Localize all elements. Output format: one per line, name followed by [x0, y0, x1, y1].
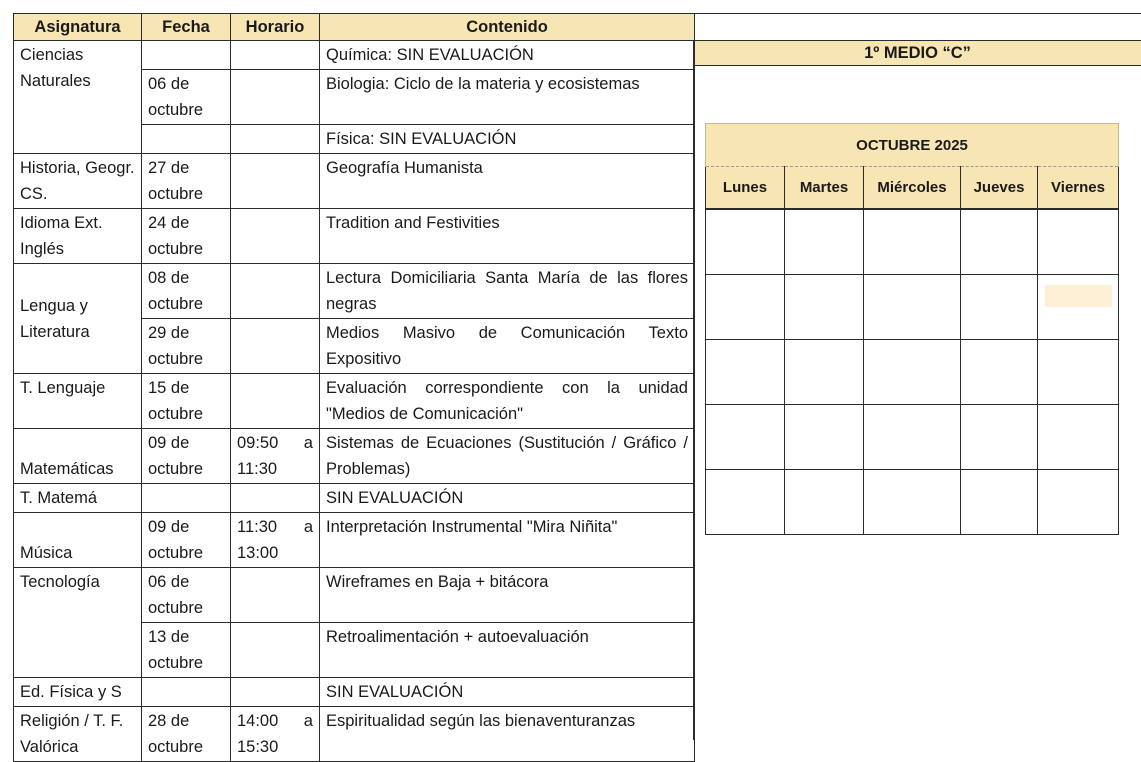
date-cell	[142, 484, 231, 513]
subject-cell: Matemáticas	[14, 429, 142, 484]
date-cell: 28 de octubre	[142, 707, 231, 762]
calendar-day-cell[interactable]	[785, 470, 864, 535]
date-cell: 24 de octubre	[142, 209, 231, 264]
date-cell	[142, 678, 231, 707]
date-cell: 06 de octubre	[142, 568, 231, 623]
time-cell	[231, 70, 320, 125]
time-cell	[231, 125, 320, 154]
table-row	[14, 41, 695, 70]
calendar-day-cell[interactable]	[961, 340, 1038, 405]
time-cell: 09:50 a 11:30	[231, 429, 320, 484]
date-cell	[142, 125, 231, 154]
calendar-week-row	[706, 209, 1119, 275]
time-cell	[231, 678, 320, 707]
header-horario: Horario	[231, 14, 320, 41]
time-cell	[231, 319, 320, 374]
subject-cell: T. Lenguaje	[14, 374, 142, 429]
content-cell: Interpretación Instrumental "Mira Niñita"	[320, 513, 695, 568]
subject-cell: T. Matemá	[14, 484, 142, 513]
date-cell: 15 de octubre	[142, 374, 231, 429]
calendar-week-row	[706, 470, 1119, 535]
calendar-day-cell[interactable]	[785, 340, 864, 405]
calendar-day-cell[interactable]	[706, 275, 785, 340]
calendar-day-cell[interactable]	[785, 275, 864, 340]
content-cell: Medios Masivo de Comunicación Texto Expositivo	[320, 319, 695, 374]
subject-cell: Ciencias Naturales	[14, 41, 142, 154]
weekday-tuesday: Martes	[785, 167, 864, 210]
calendar-day-cell[interactable]	[1038, 405, 1119, 470]
subject-cell: Tecnología	[14, 568, 142, 678]
table-header-row	[14, 14, 695, 41]
time-cell	[231, 41, 320, 70]
subject-cell: Lengua y Literatura	[14, 264, 142, 374]
content-cell: SIN EVALUACIÓN	[320, 484, 695, 513]
calendar-weekday-row	[706, 167, 1119, 210]
table-row	[14, 707, 695, 762]
time-cell	[231, 209, 320, 264]
header-asignatura: Asignatura	[14, 14, 142, 41]
table-row	[14, 568, 695, 623]
header-contenido: Contenido	[320, 14, 695, 41]
table-row	[14, 484, 695, 513]
course-title: 1º MEDIO “C”	[694, 40, 1141, 66]
date-cell: 29 de octubre	[142, 319, 231, 374]
table-row	[14, 154, 695, 209]
date-cell: 13 de octubre	[142, 623, 231, 678]
calendar-day-cell[interactable]	[864, 340, 961, 405]
date-cell: 08 de octubre	[142, 264, 231, 319]
calendar-day-cell[interactable]	[1038, 209, 1119, 275]
calendar-day-cell[interactable]	[785, 405, 864, 470]
header-strip	[694, 13, 1141, 40]
calendar-day-cell[interactable]	[706, 340, 785, 405]
time-cell	[231, 154, 320, 209]
day-highlight	[1045, 285, 1112, 307]
time-cell	[231, 374, 320, 429]
time-cell: 14:00 a 15:30	[231, 707, 320, 762]
table-row	[14, 264, 695, 319]
weekday-friday: Viernes	[1038, 167, 1119, 210]
subject-cell: Idioma Ext. Inglés	[14, 209, 142, 264]
calendar-day-cell[interactable]	[961, 209, 1038, 275]
table-row	[14, 429, 695, 484]
date-cell: 09 de octubre	[142, 429, 231, 484]
content-cell: Geografía Humanista	[320, 154, 695, 209]
time-cell	[231, 623, 320, 678]
content-cell: SIN EVALUACIÓN	[320, 678, 695, 707]
content-cell: Sistemas de Ecuaciones (Sustitución / Gráfico / Problemas)	[320, 429, 695, 484]
header-fecha: Fecha	[142, 14, 231, 41]
calendar-day-cell[interactable]	[785, 209, 864, 275]
calendar-month-title: OCTUBRE 2025	[706, 124, 1119, 167]
calendar-day-cell[interactable]	[864, 405, 961, 470]
content-cell: Wireframes en Baja + bitácora	[320, 568, 695, 623]
table-row	[14, 374, 695, 429]
content-cell: Espiritualidad según las bienaventuranzas	[320, 707, 695, 762]
table-row	[14, 513, 695, 568]
content-cell: Química: SIN EVALUACIÓN	[320, 41, 695, 70]
weekday-thursday: Jueves	[961, 167, 1038, 210]
calendar-day-cell[interactable]	[864, 470, 961, 535]
month-calendar	[705, 123, 1119, 535]
time-cell: 11:30 a 13:00	[231, 513, 320, 568]
calendar-day-cell[interactable]	[706, 405, 785, 470]
date-cell: 06 de octubre	[142, 70, 231, 125]
content-cell: Física: SIN EVALUACIÓN	[320, 125, 695, 154]
calendar-day-cell[interactable]	[1038, 275, 1119, 340]
date-cell: 09 de octubre	[142, 513, 231, 568]
calendar-day-cell[interactable]	[1038, 340, 1119, 405]
subject-cell: Ed. Física y S	[14, 678, 142, 707]
content-cell: Evaluación correspondiente con la unidad "Medios de Comunicación"	[320, 374, 695, 429]
subject-cell: Religión / T. F. Valórica	[14, 707, 142, 762]
time-cell	[231, 264, 320, 319]
calendar-day-cell[interactable]	[864, 209, 961, 275]
weekday-monday: Lunes	[706, 167, 785, 210]
calendar-day-cell[interactable]	[864, 275, 961, 340]
table-row	[14, 678, 695, 707]
time-cell	[231, 484, 320, 513]
content-cell: Retroalimentación + autoevaluación	[320, 623, 695, 678]
calendar-day-cell[interactable]	[961, 275, 1038, 340]
time-cell	[231, 568, 320, 623]
calendar-week-row	[706, 275, 1119, 340]
content-cell: Biologia: Ciclo de la materia y ecosistemas	[320, 70, 695, 125]
evaluation-schedule-table	[13, 13, 695, 762]
calendar-day-cell[interactable]	[706, 209, 785, 275]
subject-cell: Música	[14, 513, 142, 568]
calendar-week-row	[706, 340, 1119, 405]
calendar-day-cell[interactable]	[706, 470, 785, 535]
calendar-day-cell[interactable]	[961, 470, 1038, 535]
calendar-day-cell[interactable]	[961, 405, 1038, 470]
content-cell: Tradition and Festivities	[320, 209, 695, 264]
subject-cell: Historia, Geogr. CS.	[14, 154, 142, 209]
calendar-week-row	[706, 405, 1119, 470]
date-cell	[142, 41, 231, 70]
calendar-day-cell[interactable]	[1038, 470, 1119, 535]
date-cell: 27 de octubre	[142, 154, 231, 209]
weekday-wednesday: Miércoles	[864, 167, 961, 210]
content-cell: Lectura Domiciliaria Santa María de las flores negras	[320, 264, 695, 319]
table-row	[14, 209, 695, 264]
